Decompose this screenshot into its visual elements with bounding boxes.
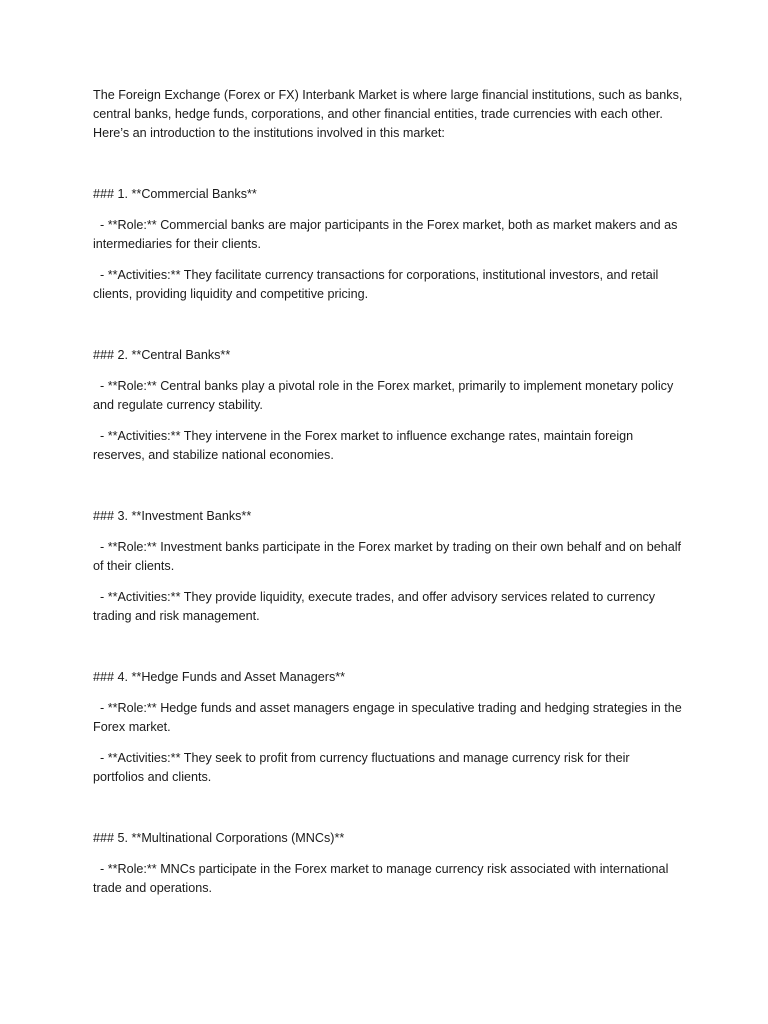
role-bullet: - **Role:** Hedge funds and asset managers engage in speculative trading and hedging strategies in the Forex market.: [93, 701, 686, 734]
role-bullet: - **Role:** Central banks play a pivotal role in the Forex market, primarily to implement monetary policy and regulate currency stability.: [93, 379, 677, 412]
section-hedge-funds: [93, 668, 686, 787]
role-bullet: - **Role:** Commercial banks are major participants in the Forex market, both as market makers and as intermediaries for their clients.: [93, 218, 681, 251]
activities-bullet: - **Activities:** They seek to profit from currency fluctuations and manage currency risk for their portfolios and clients.: [93, 751, 634, 784]
section-commercial-banks: [93, 185, 683, 304]
activities-bullet: - **Activities:** They intervene in the Forex market to influence exchange rates, maintain foreign reserves, and stabilize national economies.: [93, 429, 637, 462]
section-heading: ### 2. **Central Banks**: [93, 348, 231, 362]
section-heading: ### 4. **Hedge Funds and Asset Managers**: [93, 670, 346, 684]
role-bullet: - **Role:** MNCs participate in the Forex market to manage currency risk associated with international trade and operations.: [93, 862, 672, 895]
section-multinational-corporations: [93, 829, 683, 898]
activities-bullet: - **Activities:** They facilitate currency transactions for corporations, institutional investors, and retail clients, providing liquidity and competitive pricing.: [93, 268, 662, 301]
section-heading: ### 3. **Investment Banks**: [93, 509, 252, 523]
section-heading: ### 1. **Commercial Banks**: [93, 187, 257, 201]
activities-bullet: - **Activities:** They provide liquidity, execute trades, and offer advisory services related to currency trading and risk management.: [93, 590, 659, 623]
section-heading: ### 5. **Multinational Corporations (MNCs)**: [93, 831, 345, 845]
role-bullet: - **Role:** Investment banks participate in the Forex market by trading on their own behalf and on behalf of their clients.: [93, 540, 685, 573]
section-central-banks: [93, 346, 683, 465]
document-page: [93, 86, 686, 898]
section-investment-banks: [93, 507, 683, 626]
intro-paragraph: The Foreign Exchange (Forex or FX) Interbank Market is where large financial institutions, such as banks, central banks, hedge funds, corporations, and other financial entities, trade currencies with each other. Here’s an introduction to the institutions involved in this market:: [93, 88, 683, 140]
